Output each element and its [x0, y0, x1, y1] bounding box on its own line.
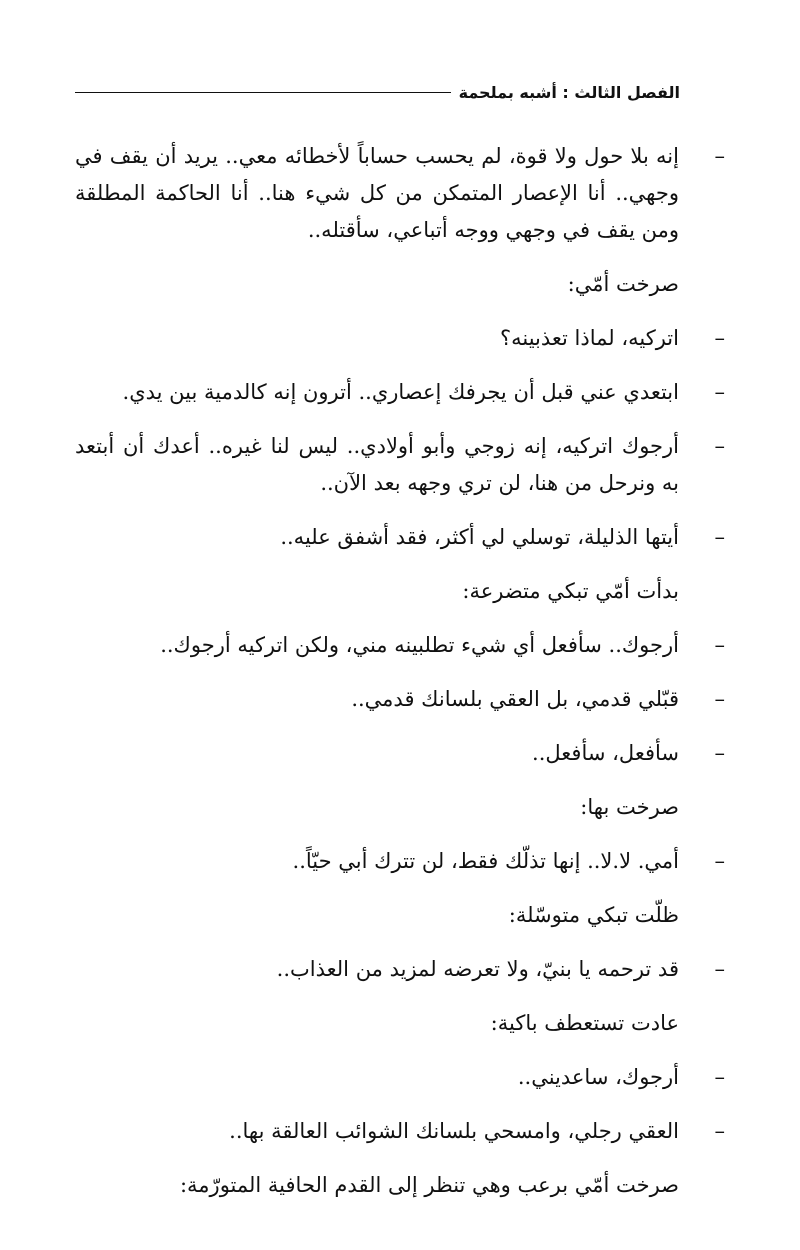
narration-line: صرخت أمّي برعب وهي تنظر إلى القدم الحافية المتورّمة:	[179, 1173, 679, 1197]
narration-line: بدأت أمّي تبكي متضرعة:	[462, 579, 679, 603]
dialog-line: – أرجوك اتركيه، إنه زوجي وأبو أولادي.. ليس لنا غيره.. أعدك أن أبتعد به ونرحل من هنا، لن تري وجهه بعد الآن..	[75, 428, 725, 502]
narration-line: ظلّت تبكي متوسّلة:	[508, 903, 679, 927]
dialog-dash: –	[714, 525, 725, 549]
dialog-dash: –	[714, 957, 725, 981]
dialog-dash: –	[714, 741, 725, 765]
dialog-line: – أيتها الذليلة، توسلي لي أكثر، فقد أشفق عليه..	[75, 519, 725, 556]
dialog-line: – قبّلي قدمي، بل العقي بلسانك قدمي..	[75, 681, 725, 718]
body-text	[75, 138, 725, 1204]
narration-line: صرخت بها:	[580, 795, 679, 819]
dialog-line: – ابتعدي عني قبل أن يجرفك إعصاري.. أترون إنه كالدمية بين يدي.	[75, 374, 725, 411]
dialog-dash: –	[714, 633, 725, 657]
dialog-line: – أرجوك.. سأفعل أي شيء تطلبينه مني، ولكن اتركيه أرجوك..	[75, 627, 725, 664]
dialog-dash: –	[714, 1065, 725, 1089]
dialog-line: – العقي رجلي، وامسحي بلسانك الشوائب العالقة بها..	[75, 1113, 725, 1150]
dialog-dash: –	[714, 326, 725, 350]
dialog-dash: –	[714, 1119, 725, 1143]
dialog-dash: –	[714, 687, 725, 711]
dialog-line: – أرجوك، ساعديني..	[75, 1059, 725, 1096]
dialog-line: – سأفعل، سأفعل..	[75, 735, 725, 772]
running-header	[75, 80, 680, 104]
chapter-title: الفصل الثالث : أشبه بملحمة	[458, 82, 680, 102]
dialog-line: – إنه بلا حول ولا قوة، لم يحسب حساباً لأخطائه معي.. يريد أن يقف في وجهي.. أنا الإعصار المتمكن من كل شيء هنا.. أنا الحاكمة المطلقة ومن يقف في وجهي ووجه أتباعي، سأقتله..	[75, 138, 725, 249]
dialog-line: – قد ترحمه يا بنيّ، ولا تعرضه لمزيد من العذاب..	[75, 951, 725, 988]
dialog-dash: –	[714, 380, 725, 404]
dialog-dash: –	[714, 849, 725, 873]
header-rule	[75, 92, 451, 93]
narration-line: عادت تستعطف باكية:	[490, 1011, 679, 1035]
dialog-dash: –	[714, 434, 725, 458]
dialog-line: – أمي. لا.لا.. إنها تذلّك فقط، لن تترك أبي حيّاً..	[75, 843, 725, 880]
dialog-line: – اتركيه، لماذا تعذبينه؟	[75, 320, 725, 357]
dialog-dash: –	[714, 144, 725, 168]
narration-line: صرخت أمّي:	[567, 272, 679, 296]
